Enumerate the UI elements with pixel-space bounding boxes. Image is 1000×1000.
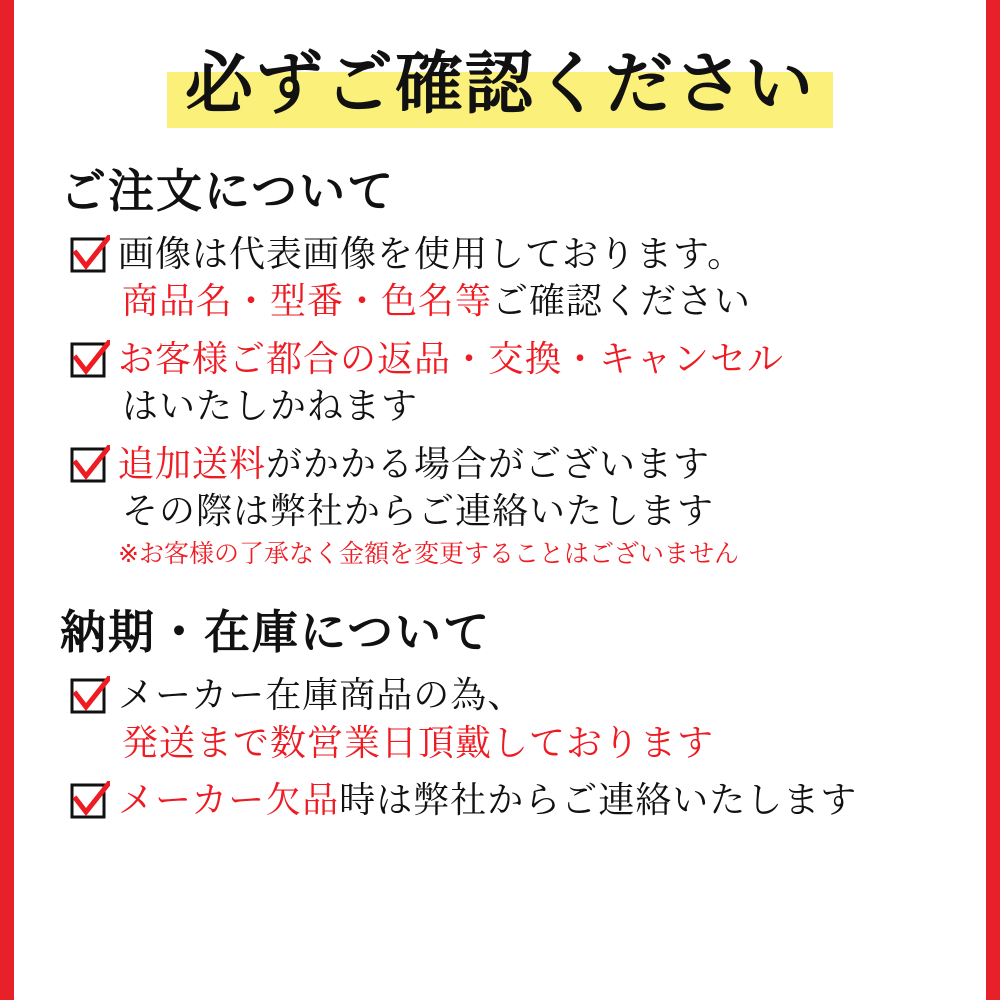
checklist-item [70,672,958,767]
right-red-bar [986,0,1000,1000]
checklist-item-line [118,777,958,825]
page-title-wrap [42,44,958,129]
text-segment: はいたしかねます [122,386,419,428]
text-segment: ご確認ください [492,281,752,323]
text-segment: 時は弊社からご連絡いたします [339,780,858,822]
checklist-item-line [118,441,958,489]
text-segment: お客様ご都合の返品・交換・キャンセル [118,338,785,380]
text-segment: 画像は代表画像を使用しております。 [118,233,745,275]
section-heading: 納期・在庫について [60,605,492,660]
page-title [167,44,833,129]
checkbox-checked-icon [70,445,110,485]
checklist-item-line [118,336,958,384]
text-segment: がかかる場合がございます [266,443,711,485]
checklist-item [70,231,958,326]
checkbox-checked-icon [70,340,110,380]
checklist-item-line [118,231,958,279]
checklist-item-note: ※お客様の了承なく金額を変更することはございません [118,538,739,568]
text-segment: 商品名・型番・色名等 [122,281,493,323]
checkbox-checked-icon [70,676,110,716]
section-heading: ご注文について [60,163,396,218]
checklist-item-lines [118,672,958,767]
checklist-item [70,441,958,571]
checklist-item-line [122,720,958,768]
checklist-item-lines [118,231,958,326]
notice-content [14,0,986,1000]
checkbox-checked-icon [70,781,110,821]
text-segment: その際は弊社からご連絡いたします [122,491,715,533]
checklist-item-line [122,383,958,431]
checklist-item-line [122,278,958,326]
checklist-item-lines [118,777,958,825]
page-title-text: 必ずご確認ください [184,45,815,124]
checklist-item [70,336,958,431]
checklist-item-lines [118,336,958,431]
checklist-item-line [122,488,958,536]
text-segment: 発送まで数営業日頂戴しております [122,722,715,764]
text-segment: メーカー欠品 [118,780,340,822]
text-segment: 追加送料 [118,443,267,485]
checkbox-checked-icon [70,235,110,275]
sections-root [42,155,958,825]
left-red-bar [0,0,14,1000]
checklist-item [70,777,958,825]
text-segment: メーカー在庫商品の為、 [118,675,525,717]
checklist-item-line [118,672,958,720]
checklist-item-lines [118,441,958,571]
